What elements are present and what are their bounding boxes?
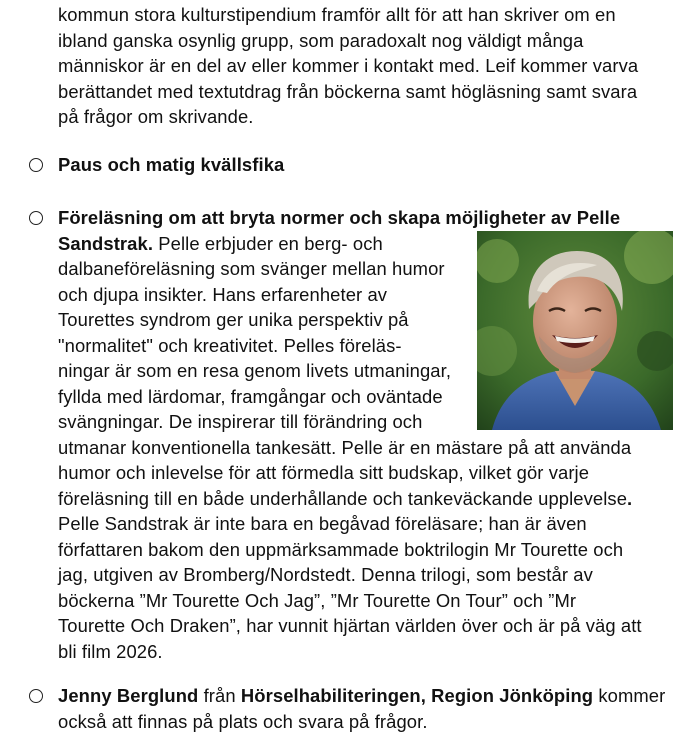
intro-line: berättandet med textutdrag från böckerna samt högläsning samt svara [58,80,638,102]
body-text: från [198,685,241,706]
body-line: Pelle erbjuder en berg- och [158,232,383,254]
item-title: Föreläsning om att bryta normer och skapa möjligheter av Pelle [58,207,621,228]
body-line: ningar är som en resa genom livets utmaningar, [58,360,452,381]
body-line: "normalitet" och kreativitet. Pelles föreläs- [58,334,402,356]
list-item-break [58,152,664,178]
bullet-circle-icon [29,689,43,703]
body-line: svängningar. De inspirerar till förändring och [58,411,423,432]
body-text: kommer [593,685,666,706]
intro-line: ibland ganska osynlig grupp, som paradoxalt nog väldigt många [58,29,584,51]
bold-period: . [627,487,633,509]
body-line: fyllda med lärdomar, framgångar och oväntade [58,385,443,407]
body-line: föreläsning till en både underhållande och tankeväckande upplevelse [58,487,628,509]
body-line: och djupa insikter. Hans erfarenheter av [58,283,388,305]
speaker-name: Sandstrak. [58,232,154,254]
body-line: dalbaneföreläsning som svänger mellan humor [58,258,445,279]
contact-name: Jenny Berglund [58,685,199,706]
intro-line: på frågor om skrivande. [58,106,254,127]
body-line: Tourettes syndrom ger unika perspektiv på [58,309,409,330]
body-line: också att finnas på plats och svara på frågor. [58,710,428,732]
body-line: böckerna ”Mr Tourette Och Jag”, ”Mr Tourette On Tour” och ”Mr [58,589,577,611]
bullet-circle-icon [29,211,43,225]
intro-line: kommun stora kulturstipendium framför allt för att han skriver om en [58,4,616,25]
body-line: författaren bakom den uppmärksammade boktrilogin Mr Tourette och [58,538,624,560]
body-line: humor och inlevelse för att förmedla sitt budskap, vilket gör varje [58,462,590,483]
intro-line: människor är en del av eller kommer i kontakt med. Leif kommer varva [58,55,639,76]
bullet-circle-icon [29,158,43,172]
intro-paragraph [58,2,664,130]
body-line: utmanar konventionella tankesätt. Pelle är en mästare på att använda [58,436,632,458]
speaker-photo [477,231,673,430]
body-line: Tourette Och Draken”, har vunnit hjärtan världen över och är på väg att [58,615,642,636]
speaker-photo-image [477,231,673,430]
list-item-contact [58,683,664,734]
body-line: jag, utgiven av Bromberg/Nordstedt. Denna trilogi, som består av [58,564,593,585]
item-title: Paus och matig kvällsfika [58,154,285,175]
organization-name: Hörselhabiliteringen, Region Jönköping [240,685,594,706]
body-line: bli film 2026. [58,640,163,662]
body-line: Pelle Sandstrak är inte bara en begåvad föreläsare; han är även [58,513,587,534]
